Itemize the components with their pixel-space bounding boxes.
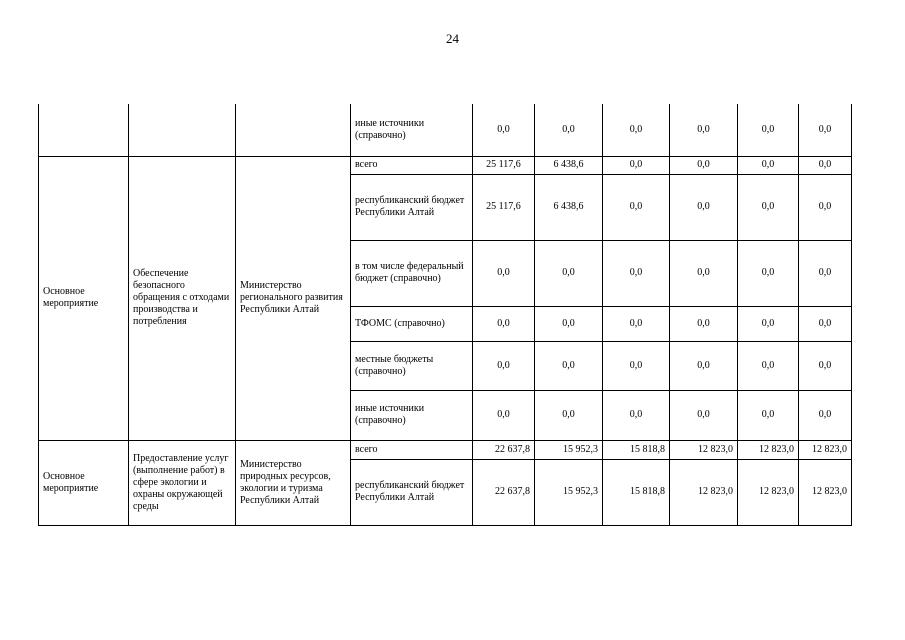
name-cell (129, 104, 236, 156)
value-cell: 25 117,6 (473, 156, 535, 174)
value-cell: 25 117,6 (473, 174, 535, 240)
measure-name-cell: Обеспечение безопасного обращения с отходами производства и потребления (129, 156, 236, 440)
source-cell: иные источники (справочно) (351, 390, 473, 440)
value-cell: 0,0 (473, 104, 535, 156)
value-cell: 0,0 (670, 341, 738, 390)
value-cell: 0,0 (799, 104, 852, 156)
value-cell: 0,0 (799, 341, 852, 390)
source-cell: всего (351, 156, 473, 174)
value-cell: 0,0 (473, 390, 535, 440)
value-cell: 0,0 (738, 306, 799, 341)
value-cell: 12 823,0 (738, 440, 799, 459)
value-cell: 0,0 (799, 240, 852, 306)
source-cell: местные бюджеты (справочно) (351, 341, 473, 390)
value-cell: 15 818,8 (603, 459, 670, 525)
value-cell: 15 952,3 (535, 459, 603, 525)
value-cell: 0,0 (799, 390, 852, 440)
source-cell: иные источники (справочно) (351, 104, 473, 156)
value-cell: 12 823,0 (799, 440, 852, 459)
value-cell: 0,0 (603, 240, 670, 306)
value-cell: 12 823,0 (670, 440, 738, 459)
value-cell: 0,0 (603, 156, 670, 174)
value-cell: 0,0 (603, 341, 670, 390)
executor-cell: Министерство регионального развития Республики Алтай (236, 156, 351, 440)
value-cell: 22 637,8 (473, 440, 535, 459)
measure-name-cell: Предоставление услуг (выполнение работ) в сфере экологии и охраны окружающей среды (129, 440, 236, 525)
source-cell: ТФОМС (справочно) (351, 306, 473, 341)
value-cell: 0,0 (603, 174, 670, 240)
source-cell: в том числе федеральный бюджет (справочно) (351, 240, 473, 306)
value-cell: 0,0 (603, 390, 670, 440)
value-cell: 6 438,6 (535, 156, 603, 174)
value-cell: 0,0 (670, 390, 738, 440)
value-cell: 0,0 (535, 306, 603, 341)
value-cell: 0,0 (738, 104, 799, 156)
value-cell: 0,0 (473, 341, 535, 390)
value-cell: 0,0 (670, 240, 738, 306)
table-row (39, 156, 852, 174)
value-cell: 12 823,0 (670, 459, 738, 525)
value-cell: 0,0 (535, 104, 603, 156)
value-cell: 0,0 (670, 104, 738, 156)
source-cell: республиканский бюджет Республики Алтай (351, 174, 473, 240)
funding-table (38, 104, 852, 526)
value-cell: 0,0 (738, 341, 799, 390)
value-cell: 0,0 (670, 156, 738, 174)
value-cell: 0,0 (738, 156, 799, 174)
value-cell: 0,0 (473, 306, 535, 341)
value-cell: 0,0 (535, 240, 603, 306)
value-cell: 0,0 (799, 174, 852, 240)
value-cell: 0,0 (799, 306, 852, 341)
source-cell: республиканский бюджет Республики Алтай (351, 459, 473, 525)
table-row (39, 440, 852, 459)
value-cell: 0,0 (799, 156, 852, 174)
value-cell: 12 823,0 (738, 459, 799, 525)
value-cell: 6 438,6 (535, 174, 603, 240)
value-cell: 0,0 (603, 306, 670, 341)
value-cell: 0,0 (535, 341, 603, 390)
table-row (39, 104, 852, 156)
type-cell (39, 104, 129, 156)
value-cell: 15 818,8 (603, 440, 670, 459)
page-number: 24 (446, 31, 459, 46)
value-cell: 0,0 (738, 390, 799, 440)
value-cell: 0,0 (603, 104, 670, 156)
value-cell: 15 952,3 (535, 440, 603, 459)
value-cell: 0,0 (473, 240, 535, 306)
value-cell: 22 637,8 (473, 459, 535, 525)
value-cell: 0,0 (670, 306, 738, 341)
measure-type-cell: Основное мероприятие (39, 156, 129, 440)
source-cell: всего (351, 440, 473, 459)
executor-cell: Министерство природных ресурсов, экологии и туризма Республики Алтай (236, 440, 351, 525)
value-cell: 0,0 (670, 174, 738, 240)
value-cell: 0,0 (535, 390, 603, 440)
value-cell: 0,0 (738, 240, 799, 306)
executor-cell (236, 104, 351, 156)
measure-type-cell: Основное мероприятие (39, 440, 129, 525)
value-cell: 0,0 (738, 174, 799, 240)
value-cell: 12 823,0 (799, 459, 852, 525)
